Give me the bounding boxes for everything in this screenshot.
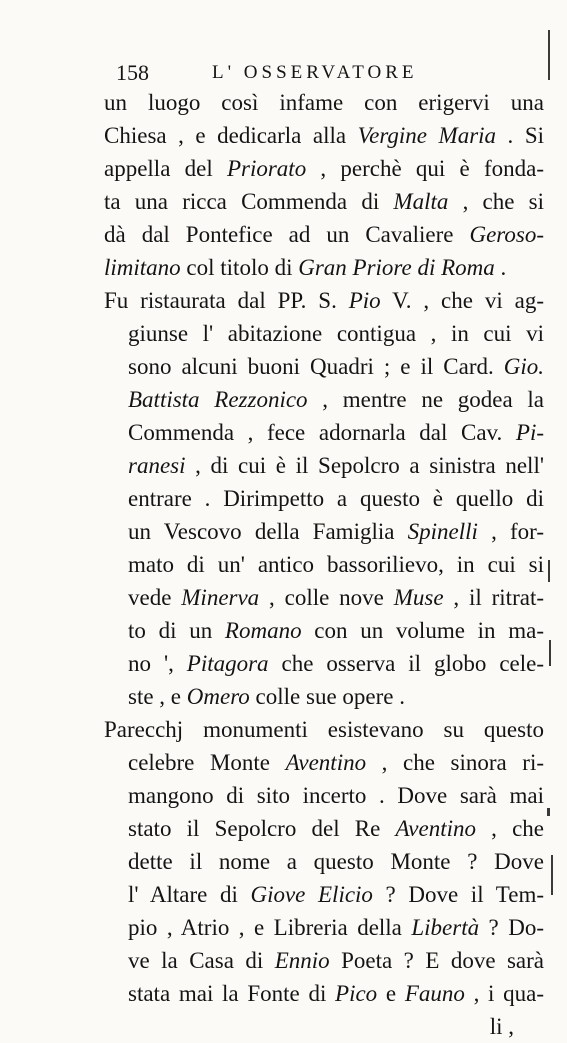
catchword: li , <box>489 1014 514 1039</box>
text-span: , mentre ne godea la <box>307 387 544 412</box>
text-line <box>104 746 544 779</box>
italic-text: Pi- <box>515 420 544 445</box>
text-line <box>104 185 544 218</box>
running-title: L' OSSERVATORE <box>212 62 418 83</box>
italic-text: Pio <box>348 288 381 313</box>
text-span: , i qua- <box>464 981 544 1006</box>
text-span: ta una ricca Commenda di <box>104 189 394 214</box>
running-header <box>116 58 420 88</box>
text-span: col titolo di <box>180 255 299 280</box>
italic-text: Vergine Maria <box>357 123 497 148</box>
margin-mark <box>547 808 550 816</box>
text-span: ste , e <box>128 684 187 709</box>
text-span: Parecchj monumenti esistevano su questo <box>104 717 544 742</box>
text-line <box>104 812 544 845</box>
italic-text: Omero <box>186 684 250 709</box>
text-line <box>104 251 544 284</box>
text-span: dà dal Pontefice ad un Cavaliere <box>104 222 470 247</box>
text-line <box>104 218 544 251</box>
text-span: , colle nove <box>259 585 394 610</box>
italic-text: Muse <box>393 585 444 610</box>
text-span: no ', <box>128 651 187 676</box>
text-line <box>104 944 544 977</box>
text-line <box>104 86 544 119</box>
text-span: sono alcuni buoni Quadri ; e il Card. <box>128 354 504 379</box>
italic-text: Gio. <box>503 354 544 379</box>
margin-mark <box>548 30 550 80</box>
text-line <box>104 119 544 152</box>
text-span: appella del <box>104 156 227 181</box>
text-line <box>104 713 544 746</box>
text-span: Chiesa , e dedicarla alla <box>104 123 358 148</box>
text-span: Commenda , fece adornarla dal Cav. <box>128 420 516 445</box>
italic-text: Libertà <box>411 915 480 940</box>
text-span: , che sinora ri- <box>366 750 544 775</box>
text-span: . Si <box>496 123 544 148</box>
italic-text: Aventino <box>285 750 367 775</box>
italic-text: Pico <box>335 981 378 1006</box>
text-span: , che <box>475 816 544 841</box>
text-line <box>104 350 544 383</box>
text-span: stato il Sepolcro del Re <box>128 816 396 841</box>
text-line <box>104 878 544 911</box>
text-line <box>104 614 544 647</box>
text-line <box>104 977 544 1010</box>
text-line <box>104 581 544 614</box>
italic-text: Geroso- <box>469 222 544 247</box>
text-span: ve la Casa di <box>128 948 275 973</box>
text-span: ? Do- <box>479 915 544 940</box>
body-text <box>104 86 544 1043</box>
text-span: l' Altare di <box>128 882 251 907</box>
italic-text: Gran Priore di Roma <box>298 255 495 280</box>
text-line <box>104 680 544 713</box>
italic-text: Battista Rezzonico <box>128 387 308 412</box>
italic-text: Ennio <box>274 948 330 973</box>
text-span: , il ritrat- <box>443 585 544 610</box>
text-line <box>104 845 544 878</box>
text-line <box>104 449 544 482</box>
text-span: Poeta ? E dove sarà <box>329 948 544 973</box>
italic-text: Priorato <box>226 156 307 181</box>
text-span: un Vescovo della Famiglia <box>128 519 408 544</box>
page-number: 158 <box>116 60 149 85</box>
text-span: un luogo così infame con erigervi una <box>104 90 544 115</box>
text-line <box>104 647 544 680</box>
text-line <box>104 911 544 944</box>
text-span: stata mai la Fonte di <box>128 981 336 1006</box>
text-span: che osserva il globo cele- <box>268 651 544 676</box>
italic-text: Malta <box>393 189 449 214</box>
italic-text: ranesi <box>128 453 186 478</box>
text-span: con un volume in ma- <box>301 618 544 643</box>
italic-text: Giove Elicio <box>250 882 373 907</box>
text-span: e <box>377 981 405 1006</box>
text-span: pio , Atrio , e Libreria della <box>128 915 412 940</box>
italic-text: Fauno <box>404 981 465 1006</box>
margin-mark <box>549 640 551 666</box>
italic-text: Aventino <box>395 816 476 841</box>
text-line <box>104 482 544 515</box>
text-span: mangono di sito incerto . Dove sarà mai <box>128 783 544 808</box>
text-span: , che si <box>448 189 544 214</box>
text-span: giunse l' abitazione contigua , in cui vi <box>128 321 544 346</box>
text-line <box>104 383 544 416</box>
margin-mark <box>548 560 550 582</box>
italic-text: Spinelli <box>407 519 478 544</box>
text-span: , di cui è il Sepolcro a sinistra nell' <box>185 453 544 478</box>
text-line <box>104 779 544 812</box>
text-line <box>104 152 544 185</box>
text-line <box>104 548 544 581</box>
text-span: mato di un' antico bassorilievo, in cui si <box>128 552 544 577</box>
text-span: . <box>494 255 507 280</box>
italic-text: Pitagora <box>186 651 269 676</box>
text-span: , perchè qui è fonda- <box>306 156 544 181</box>
text-span: V. , che vi ag- <box>380 288 544 313</box>
text-span: dette il nome a questo Monte ? Dove <box>128 849 544 874</box>
text-line <box>104 317 544 350</box>
text-span: colle sue opere . <box>249 684 405 709</box>
text-span: Fu ristaurata dal PP. S. <box>104 288 349 313</box>
text-line <box>104 416 544 449</box>
text-span: vede <box>128 585 182 610</box>
italic-text: limitano <box>104 255 181 280</box>
text-span: entrare . Dirimpetto a questo è quello di <box>128 486 544 511</box>
text-line <box>104 284 544 317</box>
text-span: to di un <box>128 618 225 643</box>
italic-text: Minerva <box>181 585 260 610</box>
margin-mark <box>551 855 553 895</box>
text-line <box>104 515 544 548</box>
text-span: celebre Monte <box>128 750 286 775</box>
text-span: ? Dove il Tem- <box>372 882 544 907</box>
italic-text: Romano <box>224 618 302 643</box>
text-span: , for- <box>477 519 544 544</box>
